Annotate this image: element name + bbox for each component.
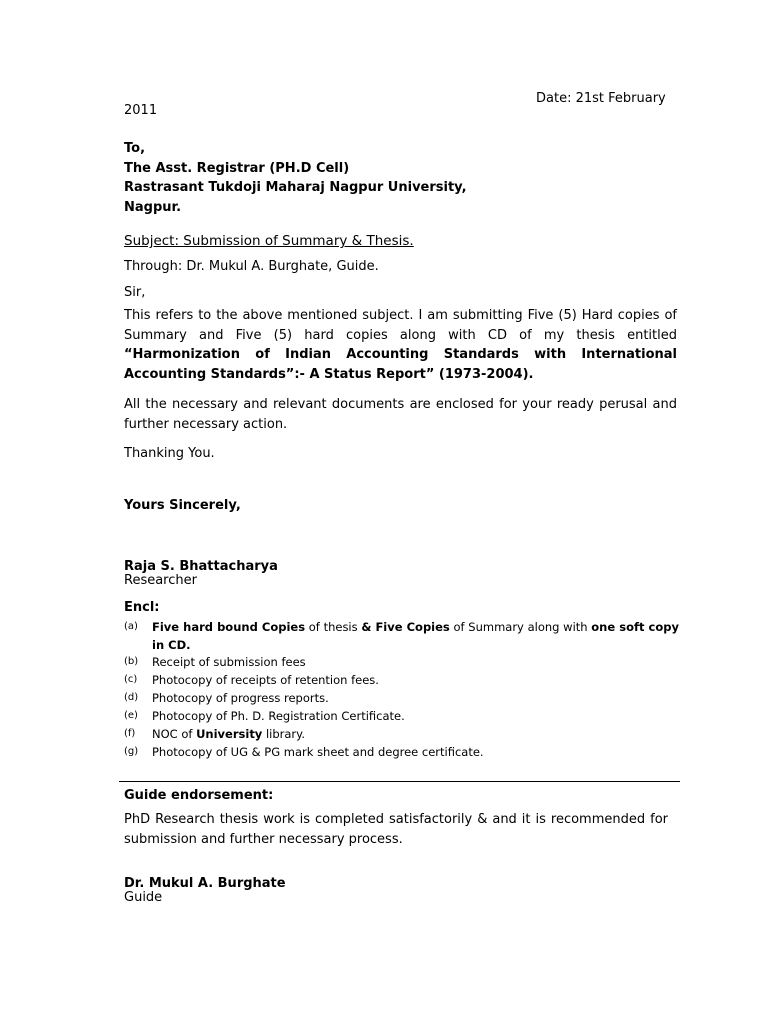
subject-line: Subject: Submission of Summary & Thesis.: [124, 233, 414, 249]
date-line-1: Date: 21st February: [536, 91, 666, 106]
guide-name: Dr. Mukul A. Burghate: [124, 876, 286, 891]
salutation: Sir,: [124, 285, 146, 300]
enclosure-label: (g): [124, 746, 139, 757]
enclosure-label: (f): [124, 728, 136, 739]
enclosure-item-b: [124, 653, 679, 671]
address-line-1: The Asst. Registrar (PH.D Cell): [124, 160, 350, 176]
signatory-block: [124, 560, 278, 588]
enclosure-label: (d): [124, 692, 139, 703]
signatory-role: Researcher: [124, 573, 197, 588]
enclosure-label: (a): [124, 621, 138, 632]
thanks-line: Thanking You.: [124, 446, 215, 461]
guide-signature-block: [124, 877, 286, 905]
thesis-title: “Harmonization of Indian Accounting Standards with International Accounting Standards”:- A Status Report” (1973-2004).: [124, 347, 677, 382]
enclosure-label: (c): [124, 674, 138, 685]
enclosure-f-part-1: NOC of: [152, 727, 197, 741]
enclosure-a-part-3: & Five Copies: [361, 620, 450, 634]
enclosure-text: Photocopy of Ph. D. Registration Certificate.: [152, 709, 405, 723]
enclosure-item-c: [124, 671, 679, 689]
enclosure-item-e: [124, 707, 679, 725]
enclosure-a-part-5: one soft copy in CD.: [152, 620, 679, 652]
enclosure-f-part-3: library.: [262, 727, 305, 741]
enclosure-item-a: [124, 618, 679, 654]
enclosure-f-part-2: University: [196, 727, 263, 741]
enclosure-a-part-1: Five hard bound Copies: [152, 620, 306, 634]
enclosures-heading: Encl:: [124, 600, 160, 615]
address-block: [124, 139, 467, 217]
address-to: To,: [124, 141, 146, 156]
endorsement-heading: Guide endorsement:: [124, 788, 274, 803]
body-paragraph-1-text: This refers to the above mentioned subject. I am submitting Five (5) Hard copies of Summary and Five (5) hard copies along with CD of my thesis entitled: [124, 308, 677, 343]
enclosure-label: (b): [124, 656, 139, 667]
body-paragraph-1: [124, 306, 677, 384]
enclosure-text: Photocopy of receipts of retention fees.: [152, 673, 379, 687]
enclosure-a-part-2: of thesis: [305, 620, 362, 634]
enclosure-text: Photocopy of progress reports.: [152, 691, 329, 705]
signatory-name: Raja S. Bhattacharya: [124, 559, 278, 574]
address-line-2: Rastrasant Tukdoji Maharaj Nagpur University,: [124, 180, 467, 195]
enclosure-label: (e): [124, 710, 138, 721]
enclosure-item-d: [124, 689, 679, 707]
body-paragraph-2: All the necessary and relevant documents are enclosed for your ready perusal and further necessary action.: [124, 397, 677, 432]
date-line-2: 2011: [124, 103, 158, 118]
section-divider: [119, 781, 680, 782]
endorsement-text: PhD Research thesis work is completed satisfactorily & and it is recommended for submission and further necessary process.: [124, 812, 668, 847]
enclosure-a-part-4: of Summary along with: [449, 620, 592, 634]
closing-line: Yours Sincerely,: [124, 498, 241, 513]
address-line-3: Nagpur.: [124, 199, 182, 215]
enclosure-text: Photocopy of UG & PG mark sheet and degree certificate.: [152, 745, 484, 759]
enclosure-item-f: [124, 725, 679, 743]
through-line: Through: Dr. Mukul A. Burghate, Guide.: [124, 259, 379, 274]
enclosure-item-g: [124, 743, 679, 761]
guide-role: Guide: [124, 890, 163, 905]
enclosure-text: Receipt of submission fees: [152, 655, 306, 669]
